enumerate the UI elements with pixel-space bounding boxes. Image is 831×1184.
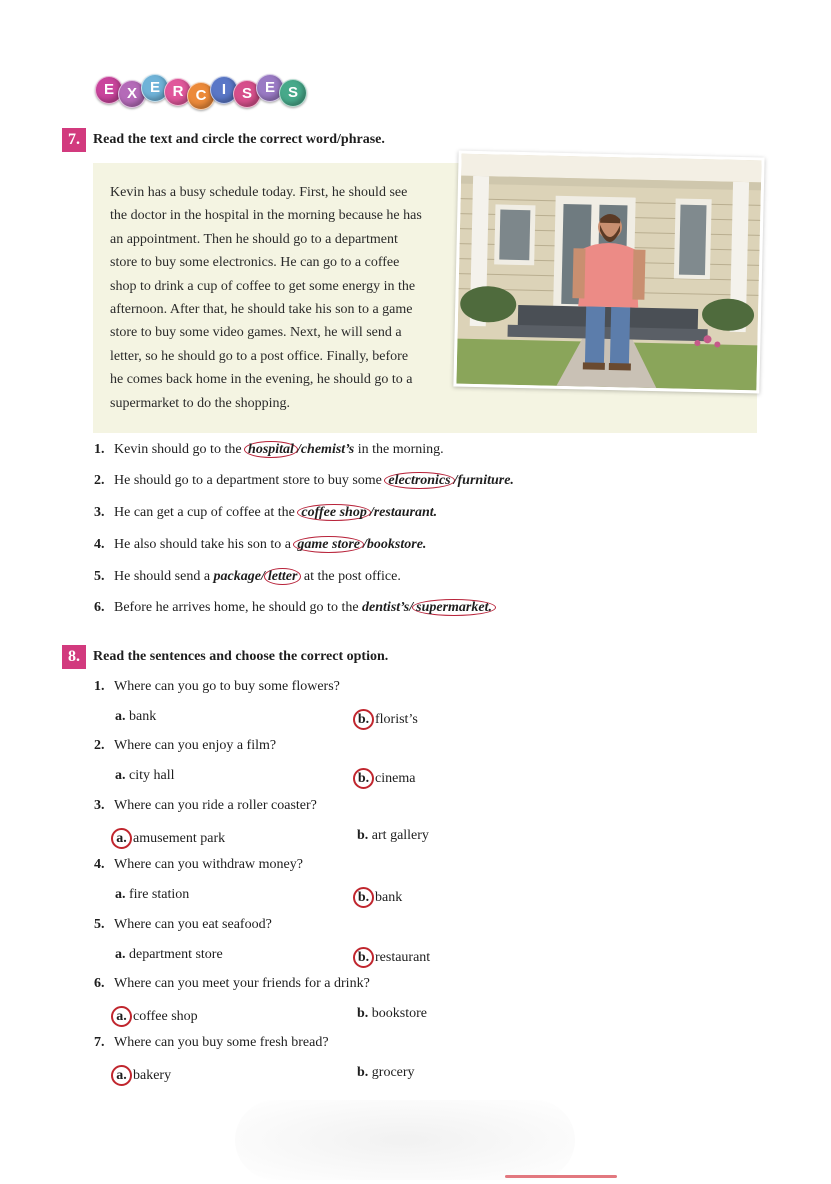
exercise-7-number: 7. bbox=[62, 128, 86, 152]
option-b bbox=[357, 1065, 415, 1081]
option-a bbox=[115, 887, 189, 903]
house-illustration bbox=[456, 154, 761, 391]
question-number: 2. bbox=[94, 738, 105, 754]
question-text: Before he arrives home, he should go to the bbox=[114, 600, 363, 615]
option-a bbox=[115, 768, 175, 784]
reading-line: letter, so he should go to a post office. Finally, before bbox=[110, 348, 409, 364]
exercises-heading bbox=[95, 74, 310, 106]
question-text: Where can you go to buy some flowers? bbox=[114, 679, 340, 694]
ex8-question bbox=[94, 1035, 329, 1051]
question-number: 4. bbox=[94, 537, 105, 552]
option-b bbox=[357, 828, 429, 844]
question-text: He also should take his son to a bbox=[114, 537, 295, 552]
question-text: in the morning. bbox=[354, 442, 444, 457]
option-text: art gallery bbox=[371, 827, 429, 843]
option-separator: / bbox=[453, 473, 458, 488]
answer-option: letter bbox=[264, 568, 302, 585]
option-a bbox=[115, 1065, 171, 1086]
ex8-question bbox=[94, 679, 340, 695]
option-letter: b. bbox=[353, 768, 374, 789]
exercises-letter-ball: I bbox=[210, 76, 238, 104]
reading-line: Kevin has a busy schedule today. First, he should see bbox=[110, 185, 408, 200]
ex7-question bbox=[94, 505, 437, 521]
photo-man-in-front-of-house bbox=[453, 151, 764, 394]
question-number: 4. bbox=[94, 857, 105, 873]
option-separator: / bbox=[260, 569, 265, 584]
option-text: amusement park bbox=[133, 830, 226, 846]
question-text: at the post office. bbox=[300, 569, 401, 584]
reading-line: supermarket to do the shopping. bbox=[110, 395, 291, 411]
question-text: Where can you enjoy a film? bbox=[114, 738, 277, 754]
question-text: He should send a bbox=[114, 569, 214, 584]
option-separator: / bbox=[363, 537, 367, 552]
option-text: bookstore bbox=[371, 1006, 428, 1021]
answer-option: supermarket. bbox=[412, 599, 496, 616]
option-letter: b. bbox=[357, 827, 369, 843]
option-letter: b. bbox=[353, 709, 374, 730]
option-text: fire station bbox=[129, 887, 190, 903]
answer-option: electronics bbox=[384, 472, 454, 489]
ex8-question bbox=[94, 798, 317, 814]
question-text: Where can you buy some fresh bread? bbox=[114, 1035, 329, 1051]
ex7-question bbox=[94, 600, 495, 616]
option-text: florist’s bbox=[375, 712, 418, 727]
ex8-question bbox=[94, 738, 276, 754]
exercises-letter-ball: E bbox=[141, 74, 169, 102]
question-text: Where can you meet your friends for a drink? bbox=[114, 976, 370, 991]
answer-option: bookstore. bbox=[366, 537, 427, 552]
reading-line: afternoon. After that, he should take his son to a game bbox=[110, 302, 413, 318]
answer-option: game store bbox=[293, 536, 364, 553]
question-number: 2. bbox=[94, 473, 105, 488]
option-b bbox=[357, 768, 415, 789]
page-footer-mark bbox=[505, 1175, 617, 1178]
option-letter: a. bbox=[111, 828, 132, 849]
question-text: Where can you ride a roller coaster? bbox=[114, 797, 317, 813]
option-text: bakery bbox=[133, 1068, 172, 1084]
reading-line: the doctor in the hospital in the morning because he has bbox=[110, 208, 422, 224]
option-letter: b. bbox=[357, 1065, 369, 1081]
question-text: Kevin should go to the bbox=[114, 442, 246, 457]
option-separator: / bbox=[296, 442, 301, 457]
question-number: 7. bbox=[94, 1035, 105, 1051]
exercises-letter-ball: E bbox=[256, 74, 284, 102]
answer-option: hospital bbox=[244, 441, 298, 458]
option-letter: a. bbox=[115, 887, 126, 903]
option-text: grocery bbox=[371, 1065, 415, 1081]
option-separator: / bbox=[409, 600, 414, 615]
answer-option: restaurant. bbox=[373, 505, 438, 520]
option-text: restaurant bbox=[375, 949, 431, 965]
question-number: 3. bbox=[94, 797, 105, 813]
option-b bbox=[357, 947, 430, 968]
option-separator: / bbox=[369, 505, 374, 520]
answer-option: coffee shop bbox=[297, 504, 370, 521]
question-number: 1. bbox=[94, 679, 105, 694]
exercises-letter-ball: C bbox=[187, 82, 215, 110]
exercise-7-title: Read the text and circle the correct word/phrase. bbox=[93, 132, 385, 147]
exercises-letter-ball: S bbox=[233, 80, 261, 108]
option-text: city hall bbox=[129, 768, 175, 784]
option-letter: a. bbox=[115, 709, 126, 724]
question-text: Where can you eat seafood? bbox=[114, 916, 272, 932]
exercises-letter-ball: S bbox=[279, 79, 307, 107]
question-text: Where can you withdraw money? bbox=[114, 857, 303, 873]
option-letter: b. bbox=[353, 947, 374, 968]
ex7-question bbox=[94, 569, 401, 585]
ex8-question bbox=[94, 917, 272, 933]
exercise-8-number: 8. bbox=[62, 645, 86, 669]
option-letter: a. bbox=[115, 768, 126, 784]
exercises-letter-ball: X bbox=[118, 80, 146, 108]
option-a bbox=[115, 709, 156, 725]
option-text: department store bbox=[129, 946, 223, 962]
ex7-question bbox=[94, 537, 426, 553]
option-b bbox=[357, 1006, 427, 1022]
answer-option: chemist’s bbox=[300, 442, 355, 457]
ex8-question bbox=[94, 857, 303, 873]
reading-line: store to buy some electronics. He can go to a coffee bbox=[110, 255, 400, 271]
exercises-letter-ball: R bbox=[164, 78, 192, 106]
answer-option: package bbox=[213, 569, 261, 584]
option-letter: a. bbox=[111, 1065, 132, 1086]
question-text: He should go to a department store to buy some bbox=[114, 473, 386, 488]
option-b bbox=[357, 709, 418, 730]
option-text: bank bbox=[129, 709, 157, 724]
option-letter: a. bbox=[115, 946, 126, 962]
option-a bbox=[115, 947, 223, 963]
ex7-question bbox=[94, 473, 514, 489]
reading-line: store to buy some video games. Next, he will send a bbox=[110, 325, 402, 341]
answer-option: furniture. bbox=[457, 473, 514, 488]
reading-line: he comes back home in the evening, he should go to a bbox=[110, 372, 413, 388]
reading-line: an appointment. Then he should go to a department bbox=[110, 231, 398, 247]
question-number: 6. bbox=[94, 600, 105, 615]
option-b bbox=[357, 887, 402, 908]
answer-option: dentist’s bbox=[362, 600, 410, 615]
option-letter: a. bbox=[111, 1006, 132, 1027]
option-text: cinema bbox=[375, 771, 416, 787]
option-letter: b. bbox=[353, 887, 374, 908]
question-number: 5. bbox=[94, 916, 105, 932]
question-number: 6. bbox=[94, 976, 105, 991]
ex7-question bbox=[94, 442, 444, 458]
option-a bbox=[115, 1006, 198, 1027]
option-text: coffee shop bbox=[133, 1009, 198, 1024]
question-number: 3. bbox=[94, 505, 105, 520]
ex8-question bbox=[94, 976, 370, 992]
option-text: bank bbox=[375, 890, 403, 906]
page-smudge bbox=[235, 1100, 575, 1180]
question-text: He can get a cup of coffee at the bbox=[114, 505, 299, 520]
exercise-8-title: Read the sentences and choose the correct option. bbox=[93, 649, 389, 664]
reading-passage bbox=[110, 181, 442, 415]
option-a bbox=[115, 828, 225, 849]
reading-line: shop to drink a cup of coffee to get some energy in the bbox=[110, 278, 416, 294]
question-number: 5. bbox=[94, 569, 105, 584]
option-letter: b. bbox=[357, 1006, 369, 1021]
question-number: 1. bbox=[94, 442, 105, 457]
exercises-letter-ball: E bbox=[95, 76, 123, 104]
